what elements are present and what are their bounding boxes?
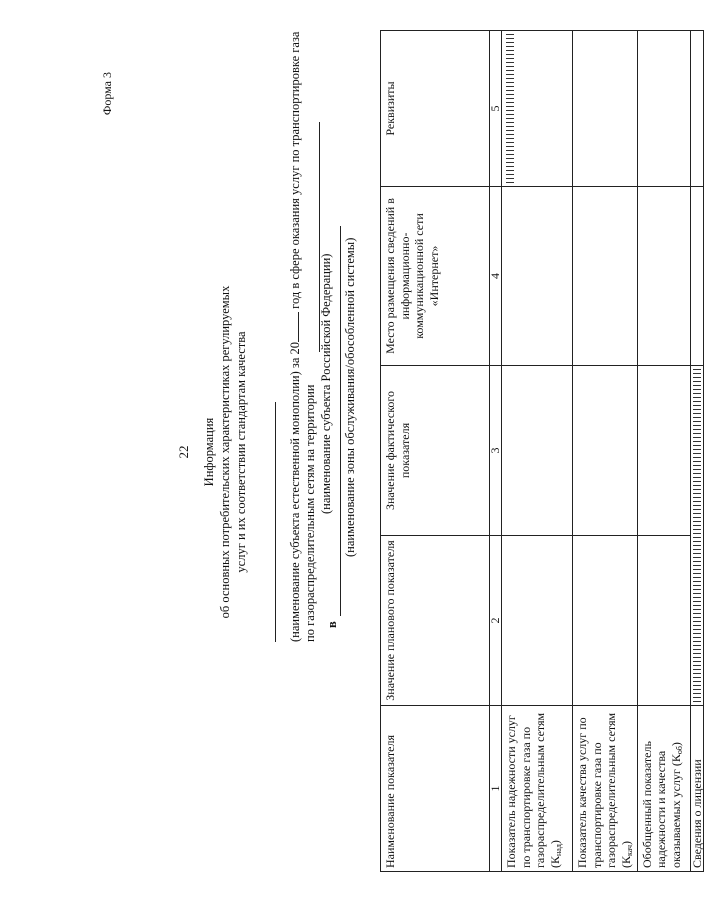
intro-line-2 [303, 42, 318, 642]
row-label-text: Показатель надежности услуг по транспортировке газа по газораспределительным сетям [504, 712, 548, 868]
blank-line-zone [340, 226, 341, 616]
table-header-row [381, 31, 490, 872]
row-label: Обобщенный показатель надежности и качества оказываемых услуг $(К_{об})$ [637, 706, 690, 872]
header-indicator-name: Наименование показателя [381, 706, 490, 872]
row-label-text: Обобщенный показатель надежности и качества оказываемых услуг [639, 741, 683, 868]
k-symbol: К [618, 855, 633, 864]
rotated-content [30, 22, 704, 882]
intro-line-1 [288, 31, 303, 642]
requisites-cell [690, 31, 703, 187]
row-label: Показатель качества услуг по транспортировке газа по газораспределительным сетям $(К_{кач})$ [573, 706, 638, 872]
actual-value-cell [573, 366, 638, 536]
form-label: Форма 3 [100, 72, 114, 116]
header-requisites: Реквизиты [381, 31, 490, 187]
title-line-2: об основных потребительских характеристиках регулируемых [218, 285, 232, 619]
column-number: 5 [490, 31, 502, 187]
info-table [380, 30, 704, 872]
k-subscript: об [674, 746, 684, 755]
row-label: Показатель надежности услуг по транспортировке газа по газораспределительным сетям $(К_{над})$ [502, 706, 573, 872]
table-row [690, 31, 703, 872]
blank-line-monopoly [275, 402, 276, 642]
actual-value-cell [502, 366, 573, 536]
intro-line-1-suffix: год в сфере оказания услуг по транспортировке газа [288, 31, 302, 309]
planned-value-cell [637, 536, 690, 706]
in-letter: в [325, 621, 339, 628]
table-row [573, 31, 638, 872]
internet-location-cell [637, 187, 690, 366]
row-label: Сведения о лицензии [690, 706, 703, 872]
table-row [637, 31, 690, 872]
internet-location-cell [502, 187, 573, 366]
page-number: 22 [176, 445, 191, 459]
requisites-cell [637, 31, 690, 187]
k-symbol: К [668, 754, 683, 763]
k-subscript: кач [624, 844, 634, 856]
column-number: 1 [490, 706, 502, 872]
k-subscript: над [553, 844, 563, 856]
header-planned-value: Значение планового показателя [381, 536, 490, 706]
license-hatched-cell [690, 366, 703, 706]
title-line-3: услуг и их соответствии стандартам качества [234, 331, 248, 573]
hatched-cell [506, 34, 514, 183]
actual-value-cell [637, 366, 690, 536]
hatched-cell [693, 369, 701, 702]
planned-value-cell [502, 536, 573, 706]
table-row [502, 31, 573, 872]
requisites-cell [573, 31, 638, 187]
internet-location-cell [690, 187, 703, 366]
caption-zone: (наименование зоны обслуживания/обособленной системы) [343, 237, 357, 557]
year-blank [298, 312, 299, 342]
k-symbol: К [547, 855, 562, 864]
column-number: 4 [490, 187, 502, 366]
planned-value-cell [573, 536, 638, 706]
internet-location-cell [573, 187, 638, 366]
title-line-1: Информация [202, 417, 216, 487]
column-number: 2 [490, 536, 502, 706]
header-actual-value: Значение фактического показателя [381, 366, 490, 536]
column-number-row [490, 31, 502, 872]
column-number: 3 [490, 366, 502, 536]
requisites-cell [502, 31, 573, 187]
header-internet-location: Место размещения сведений в информационно-коммуникационной сети «Интернет» [381, 187, 490, 366]
intro-line-1-prefix: (наименование субъекта естественной монополии) за 20 [288, 342, 302, 642]
caption-subject: (наименование субъекта Российской Федерации) [319, 253, 333, 514]
row-label-text: Показатель качества услуг по транспортировке газа по газораспределительным сетям [575, 712, 619, 868]
intro-line-2-text: по газораспределительным сетям на территории [303, 384, 317, 642]
